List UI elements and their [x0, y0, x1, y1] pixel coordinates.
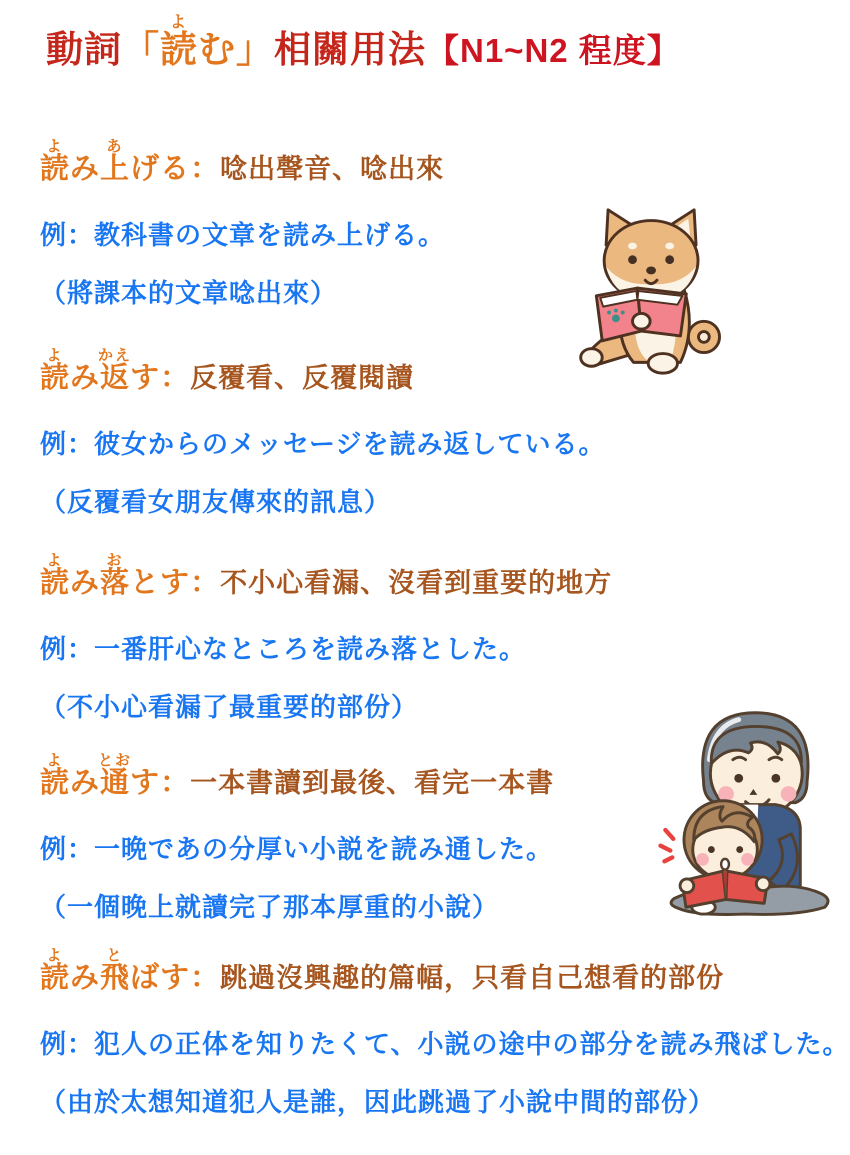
- entry-definition: 反覆看、反覆閱讀: [190, 363, 415, 393]
- entry-headword-line: [40, 947, 850, 996]
- vocab-entry-yomiotosu: [40, 552, 850, 724]
- entry-word: 読よみ飛とばす: [40, 947, 191, 994]
- entry-word: 読よみ返かえす: [40, 347, 161, 394]
- entry-translation: （反覆看女朋友傳來的訊息）: [40, 487, 392, 517]
- entry-word: 読よみ通とおす: [40, 752, 161, 799]
- title-level-badge: 【N1~N2 程度】: [426, 32, 681, 69]
- entry-word: 読よみ上あげる: [40, 138, 191, 185]
- entry-colon: ：: [160, 767, 191, 799]
- entry-definition: 一本書讀到最後、看完一本書: [190, 768, 555, 798]
- entry-headword-line: [40, 552, 850, 601]
- entry-translation: （將課本的文章唸出來）: [40, 278, 338, 308]
- entry-headword-line: [40, 138, 850, 187]
- vocab-entry-yomitobasu: [40, 947, 850, 1119]
- entry-definition: 唸出聲音、唸出來: [220, 154, 445, 184]
- father-child-reading-illustration: [652, 703, 844, 918]
- entry-translation: （由於太想知道犯人是誰，因此跳過了小說中間的部份）: [40, 1087, 716, 1117]
- entry-example: 例：犯人の正体を知りたくて、小説の途中の部分を読み飛ばした。: [40, 1029, 850, 1059]
- entry-example: 例：一晩であの分厚い小説を読み通した。: [40, 834, 554, 864]
- page-title: [46, 14, 681, 73]
- shiba-dog-reading-illustration: [576, 202, 734, 378]
- entry-example: 例：彼女からのメッセージを読み返している。: [40, 429, 606, 459]
- entry-word: 読よみ落おとす: [40, 552, 191, 599]
- entry-translation: （一個晚上就讀完了那本厚重的小說）: [40, 892, 500, 922]
- entry-definition: 跳過沒興趣的篇幅，只看自己想看的部份: [220, 963, 725, 993]
- title-suffix: 相關用法: [274, 29, 426, 70]
- entry-example: 例：一番肝心なところを読み落とした。: [40, 634, 527, 664]
- entry-translation: （不小心看漏了最重要的部份）: [40, 692, 419, 722]
- entry-colon: ：: [160, 362, 191, 394]
- entry-colon: ：: [190, 153, 221, 185]
- entry-definition: 不小心看漏、沒看到重要的地方: [220, 568, 613, 598]
- title-quoted-verb: 「読よむ」: [122, 14, 274, 70]
- entry-colon: ：: [190, 962, 221, 994]
- entry-colon: ：: [190, 567, 221, 599]
- title-prefix: 動詞: [46, 29, 122, 70]
- entry-example: 例：教科書の文章を読み上げる。: [40, 220, 446, 250]
